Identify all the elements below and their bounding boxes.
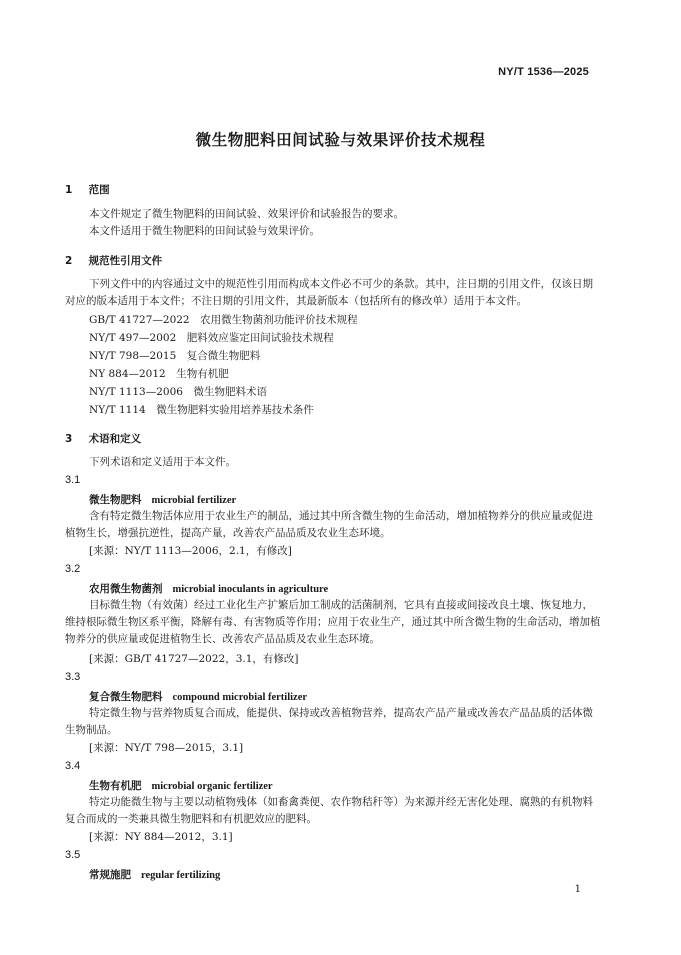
section-title: 术语和定义: [88, 433, 142, 445]
term-cn: 复合微生物肥料: [89, 691, 163, 703]
reference-item: NY/T 1114 微生物肥料实验用培养基技术条件: [89, 404, 314, 416]
section-1-heading: [65, 182, 110, 197]
section-number: 1: [65, 184, 73, 196]
term-source: [来源：GB/T 41727—2022，3.1，有修改]: [89, 653, 299, 665]
reference-item: NY 884—2012 生物有机肥: [89, 368, 229, 380]
term-en: regular fertilizing: [141, 870, 221, 881]
reference-item: GB/T 41727—2022 农用微生物菌剂功能评价技术规程: [89, 314, 358, 326]
term-definition: 特定功能微生物与主要以动植物残体（如畜禽粪便、农作物秸秆等）为来源并经无害化处理、腐熟的有机物料复合而成的一类兼具微生物肥料和有机肥效应的肥料。: [65, 796, 593, 825]
section-2-heading: [65, 253, 162, 268]
term-definition: 目标微生物（有效菌）经过工业化生产扩繁后加工制成的活菌制剂，它具有直接或间接改良土壤、恢复地力，维持根际微生物区系平衡，降解有毒、有害物质等作用；应用于农业生产，通过其中所含微生物的生命活动，增加植物养分的供应量或促进植物生长、改善农产品品质及农业生态环境。: [65, 599, 601, 645]
subsection-number: 3.3: [65, 671, 81, 683]
page-number: 1: [574, 884, 581, 895]
paragraph: 本文件规定了微生物肥料的田间试验、效果评价和试验报告的要求。: [89, 208, 404, 220]
term-en: compound microbial fertilizer: [172, 692, 308, 703]
section-title: 规范性引用文件: [88, 255, 163, 267]
term-definition: 特定微生物与营养物质复合而成，能提供、保持或改善植物营养，提高农产品产量或改善农产品品质的活体微生物制品。: [65, 707, 593, 736]
term-heading: [89, 778, 273, 793]
term-definition: 含有特定微生物活体应用于农业生产的制品，通过其中所含微生物的生命活动，增加植物养分的供应量或促进植物生长，增强抗逆性，提高产量，改善农产品品质及农业生态环境。: [65, 510, 593, 539]
section-title: 范围: [88, 184, 110, 196]
term-cn: 农用微生物菌剂: [89, 583, 163, 595]
section-3-heading: [65, 431, 141, 446]
term-en: microbial fertilizer: [151, 495, 237, 506]
reference-item: NY/T 1113—2006 微生物肥料术语: [89, 386, 267, 398]
term-heading: [89, 689, 307, 704]
term-en: microbial organic fertilizer: [151, 781, 273, 792]
term-heading: [89, 581, 328, 596]
term-cn: 生物有机肥: [89, 780, 142, 792]
paragraph: 本文件适用于微生物肥料的田间试验与效果评价。: [89, 225, 320, 237]
term-source: [来源：NY/T 1113—2006，2.1，有修改]: [89, 545, 292, 557]
term-en: microbial inoculants in agriculture: [172, 584, 329, 595]
term-cn: 常规施肥: [89, 869, 131, 881]
section-number: 2: [65, 255, 73, 267]
term-source: [来源：NY 884—2012，3.1]: [89, 831, 233, 843]
term-cn: 微生物肥料: [89, 494, 142, 506]
term-heading: [89, 867, 220, 882]
subsection-number: 3.1: [65, 474, 81, 486]
term-heading: [89, 492, 236, 507]
paragraph: 下列文件中的内容通过文中的规范性引用而构成本文件必不可少的条款。其中，注日期的引用文件，仅该日期对应的版本适用于本文件；不注日期的引用文件，其最新版本（包括所有的修改单）适用于本文件。: [65, 278, 593, 307]
paragraph: 下列术语和定义适用于本文件。: [89, 456, 236, 468]
term-source: [来源：NY/T 798—2015，3.1]: [89, 742, 244, 754]
subsection-number: 3.2: [65, 563, 81, 575]
document-title: 微生物肥料田间试验与效果评价技术规程: [195, 131, 486, 149]
reference-item: NY/T 497—2002 肥料效应鉴定田间试验技术规程: [89, 332, 334, 344]
document-number: NY/T 1536—2025: [498, 66, 589, 78]
section-number: 3: [65, 433, 73, 445]
subsection-number: 3.5: [65, 849, 81, 861]
subsection-number: 3.4: [65, 760, 81, 772]
reference-item: NY/T 798—2015 复合微生物肥料: [89, 350, 261, 362]
